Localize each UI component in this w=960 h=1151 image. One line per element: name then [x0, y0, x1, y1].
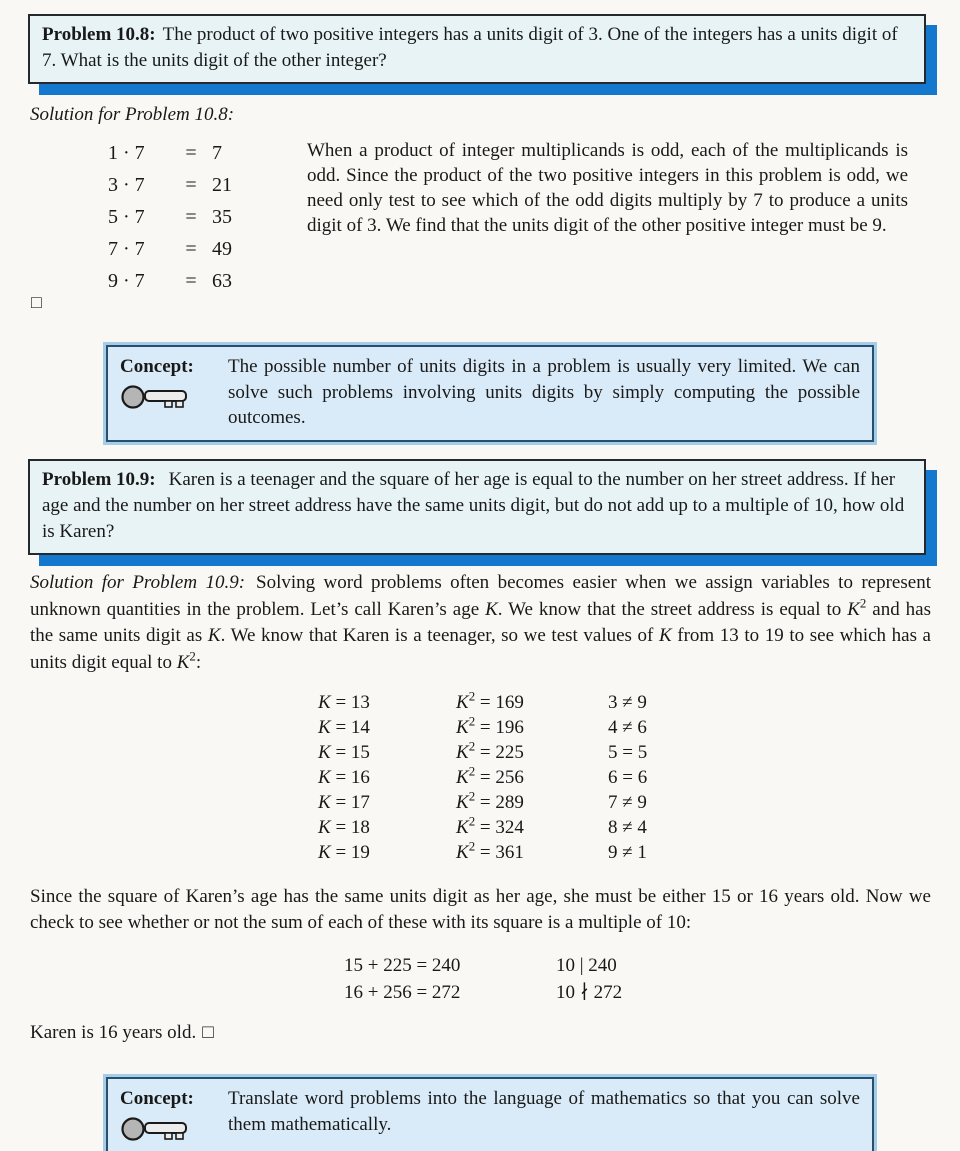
solution-10-9-paragraph: Solution for Problem 10.9: Solving word problems often becomes easier when we assign variables to represent unknown quantities in the problem. Let’s call Karen’s age K. We know that the street address is equal to $K^2$ and has the same units digit as K. We know that Karen is a teenager, so we test values of K from 13 to 19 to see which has a units digit equal to $K^2$: — [30, 572, 932, 673]
concept-1-text: The possible number of units digits in a problem is usually very limited. We can solve such problems involving units digits by simply computing the possible outcomes. — [228, 356, 860, 428]
solution-10-8-paragraph: When a product of integer multiplicands is odd, each of the multiplicands is odd. Since the product of the two positive integers in this problem is odd, we need only test to see which of the odd digits multiply by 7 to produce a units digit of 3. We find that the units digit of the other positive integer must be 9. — [307, 140, 908, 236]
sum-equation: 16 + 256 = 272 — [344, 982, 461, 1003]
key-icon — [120, 384, 192, 412]
k-value: K = 16 — [318, 767, 370, 788]
k-square: $K^2 = 324$ — [456, 813, 524, 838]
k-test-row — [318, 840, 647, 865]
concept-box-1 — [106, 345, 874, 442]
k-test-row — [318, 765, 647, 790]
problem-10-9-text: Karen is a teenager and the square of her age is equal to the number on her street address. If her age and the number on her street address have the same units digit, but do not add up to a multiple of 10, how old is Karen? — [42, 469, 905, 542]
equation-rhs: 63 — [212, 270, 232, 292]
equation-row — [108, 206, 264, 238]
k-test-row — [318, 790, 647, 815]
k-value: K = 19 — [318, 842, 370, 863]
units-digit-check: 9 ≠ 1 — [608, 842, 647, 863]
units-digit-check: 3 ≠ 9 — [608, 692, 647, 713]
equation-lhs: 1 · 7 — [108, 142, 145, 164]
equation-row — [108, 142, 264, 174]
k-test-table — [318, 690, 647, 865]
solution-10-8-heading: Solution for Problem 10.8: — [30, 104, 235, 125]
equation-lhs: 5 · 7 — [108, 206, 145, 228]
k-value: K = 14 — [318, 717, 370, 738]
equation-lhs: 9 · 7 — [108, 270, 145, 292]
equation-relation: = — [185, 142, 197, 164]
k-square: $K^2 = 289$ — [456, 788, 524, 813]
variable-K: K — [485, 598, 498, 620]
conclusion-text: Karen is 16 years old. — [30, 1022, 197, 1043]
k-value: K = 13 — [318, 692, 370, 713]
problem-10-8-text: The product of two positive integers has a units digit of 3. One of the integers has a units digit of 7. What is the units digit of the other integer? — [42, 24, 898, 71]
equation-row — [108, 270, 264, 302]
variable-K: K — [207, 625, 221, 646]
k-value: K = 15 — [318, 742, 370, 763]
k-test-row — [318, 690, 647, 715]
k-square: $K^2 = 196$ — [456, 713, 524, 738]
sum-check-row — [344, 952, 622, 979]
divisibility-check: 10 | 240 — [556, 955, 617, 976]
variable-K: K — [658, 625, 672, 646]
solution-10-9-heading: Solution for Problem 10.9: — [30, 572, 246, 593]
sum-check-row — [344, 979, 622, 1006]
equation-relation: = — [185, 238, 197, 260]
problem-box-10-8 — [28, 14, 926, 84]
concept-box-2 — [106, 1077, 874, 1151]
equation-rhs: 35 — [212, 206, 232, 228]
equation-relation: = — [185, 206, 197, 228]
problem-10-8-label: Problem 10.8: — [42, 24, 156, 45]
equation-lhs: 3 · 7 — [108, 174, 145, 196]
k-square: $K^2 = 256$ — [456, 763, 524, 788]
equation-rhs: 7 — [212, 142, 222, 164]
variable-K: K — [176, 651, 190, 673]
conclusion-line — [30, 1022, 214, 1044]
equation-relation: = — [185, 174, 197, 196]
k-value: K = 17 — [318, 792, 370, 813]
equation-rhs: 21 — [212, 174, 232, 196]
qed-square-10-9: □ — [202, 1022, 214, 1043]
equation-rhs: 49 — [212, 238, 232, 260]
k-square: $K^2 = 361$ — [456, 838, 524, 863]
k-test-row — [318, 740, 647, 765]
problem-10-9-label: Problem 10.9: — [42, 469, 156, 490]
solution-10-9-since-paragraph: Since the square of Karen’s age has the same units digit as her age, she must be either 15 or 16 years old. Now we check to see whether or not the sum of each of these with its square is a multiple of 10: — [30, 886, 931, 933]
k-square: $K^2 = 169$ — [456, 688, 524, 713]
equation-lhs: 7 · 7 — [108, 238, 145, 260]
k-test-row — [318, 715, 647, 740]
units-digit-equation-list — [108, 142, 264, 302]
concept-2-label: Concept: — [120, 1088, 194, 1109]
k-test-row — [318, 815, 647, 840]
qed-square-10-8: □ — [31, 292, 42, 312]
divisibility-check: 10 ∤ 272 — [556, 982, 623, 1003]
k-square: $K^2 = 225$ — [456, 738, 524, 763]
problem-box-10-9 — [28, 459, 926, 555]
sum-equation: 15 + 225 = 240 — [344, 955, 461, 976]
equation-row — [108, 238, 264, 270]
equation-relation: = — [185, 270, 197, 292]
key-icon — [120, 1116, 192, 1144]
equation-row — [108, 174, 264, 206]
units-digit-check: 5 = 5 — [608, 742, 648, 763]
units-digit-check: 6 = 6 — [608, 767, 648, 788]
k-value: K = 18 — [318, 817, 370, 838]
units-digit-check: 8 ≠ 4 — [608, 817, 647, 838]
units-digit-check: 4 ≠ 6 — [608, 717, 647, 738]
variable-K: K — [847, 598, 860, 620]
sum-check-table — [344, 952, 622, 1006]
units-digit-check: 7 ≠ 9 — [608, 792, 647, 813]
concept-1-label: Concept: — [120, 356, 194, 377]
concept-2-text: Translate word problems into the language of mathematics so that you can solve them mathematically. — [228, 1088, 860, 1135]
